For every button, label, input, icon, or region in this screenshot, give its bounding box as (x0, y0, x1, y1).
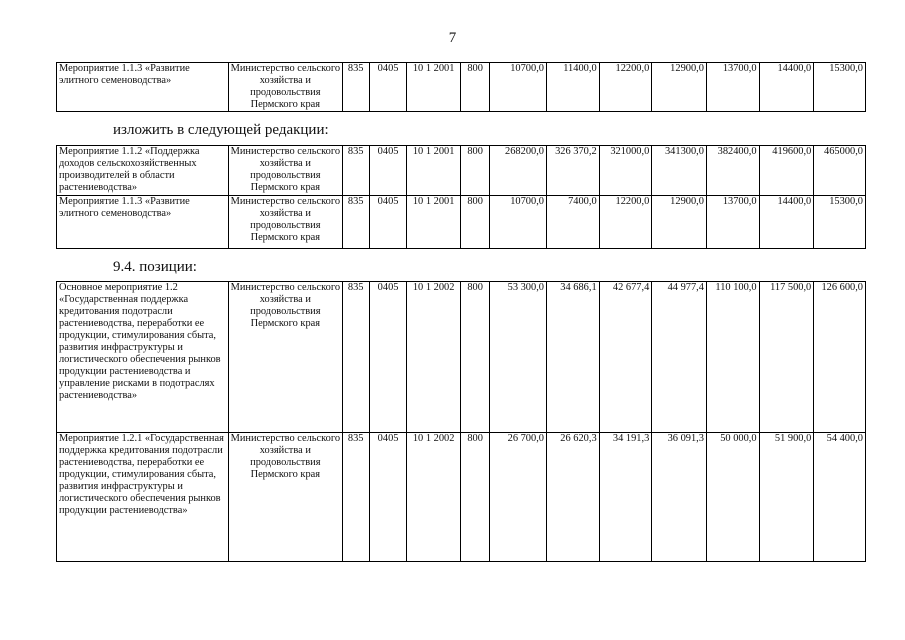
amount-cell: 42 677,4 (599, 282, 652, 433)
grbs-code: 835 (342, 63, 369, 112)
amount-cell: 53 300,0 (490, 282, 547, 433)
amount-cell: 15300,0 (814, 196, 866, 249)
amount-cell: 11400,0 (547, 63, 600, 112)
page-number: 7 (448, 30, 457, 46)
amount-cell: 268200,0 (490, 146, 547, 196)
amount-cell: 26 620,3 (547, 433, 600, 562)
amount-cell: 10700,0 (490, 63, 547, 112)
amount-cell: 419600,0 (759, 146, 814, 196)
amount-cell: 117 500,0 (759, 282, 814, 433)
expense-type-code: 800 (460, 282, 489, 433)
section-code: 0405 (369, 433, 406, 562)
table-row (57, 146, 866, 196)
amount-cell: 15300,0 (814, 63, 866, 112)
amount-cell: 13700,0 (706, 63, 759, 112)
amount-cell: 341300,0 (652, 146, 707, 196)
amount-cell: 12900,0 (652, 196, 707, 249)
section-heading: изложить в следующей редакции: (113, 122, 329, 138)
amount-cell: 44 977,4 (652, 282, 707, 433)
activity-name: Мероприятие 1.1.2 «Поддержка доходов сельскохозяйственных производителей в области растениеводства» (57, 146, 229, 196)
section-code: 0405 (369, 146, 406, 196)
amount-cell: 14400,0 (759, 63, 814, 112)
amount-cell: 36 091,3 (652, 433, 707, 562)
organization: Министерство сельского хозяйства и продовольствия Пермского края (230, 63, 341, 110)
amount-cell: 326 370,2 (547, 146, 600, 196)
amount-cell: 110 100,0 (706, 282, 759, 433)
organization: Министерство сельского хозяйства и продовольствия Пермского края (229, 282, 342, 433)
activity-name: Основное мероприятие 1.2 «Государственная поддержка кредитования подотрасли растениеводства, переработки ее продукции, стимулирования сбыта, развития инфраструктуры и логистического обеспечения рынков продукции растениеводства и управление рисками в подотраслях растениеводства» (57, 282, 229, 433)
amount-cell: 10700,0 (490, 196, 547, 249)
organization: Министерство сельского хозяйства и продовольствия Пермского края (229, 196, 342, 249)
table-positions (56, 281, 866, 562)
amount-cell: 12900,0 (652, 63, 707, 112)
amount-cell: 382400,0 (706, 146, 759, 196)
table-row (57, 63, 866, 112)
amount-cell: 321000,0 (599, 146, 652, 196)
section-code: 0405 (369, 63, 406, 112)
grbs-code: 835 (342, 433, 369, 562)
expense-type-code: 800 (460, 146, 489, 196)
amount-cell: 13700,0 (706, 196, 759, 249)
section-code: 0405 (369, 282, 406, 433)
grbs-code: 835 (342, 282, 369, 433)
table-row (57, 282, 866, 433)
amount-cell: 12200,0 (599, 63, 652, 112)
amount-cell: 50 000,0 (706, 433, 759, 562)
activity-name: Мероприятие 1.1.3 «Развитие элитного семеноводства» (57, 196, 229, 249)
table-row (57, 196, 866, 249)
amount-cell: 14400,0 (759, 196, 814, 249)
amount-cell: 465000,0 (814, 146, 866, 196)
target-code: 10 1 2001 (407, 146, 461, 196)
table-row (57, 433, 866, 562)
section-code: 0405 (369, 196, 406, 249)
table-original-row (56, 62, 866, 112)
activity-name: Мероприятие 1.2.1 «Государственная поддержка кредитования подотрасли растениеводства, переработки ее продукции, стимулирования сбыта, развития инфраструктуры и логистического обеспечения рынков продукции растениеводства» (57, 433, 229, 562)
grbs-code: 835 (342, 146, 369, 196)
section-heading: 9.4. позиции: (113, 259, 197, 275)
expense-type-code: 800 (460, 196, 489, 249)
organization: Министерство сельского хозяйства и продовольствия Пермского края (229, 433, 342, 562)
activity-name: Мероприятие 1.1.3 «Развитие элитного семеноводства» (57, 63, 229, 112)
expense-type-code: 800 (460, 63, 489, 112)
amount-cell: 12200,0 (599, 196, 652, 249)
amount-cell: 126 600,0 (814, 282, 866, 433)
amount-cell: 7400,0 (547, 196, 600, 249)
amount-cell: 54 400,0 (814, 433, 866, 562)
amount-cell: 34 686,1 (547, 282, 600, 433)
grbs-code: 835 (342, 196, 369, 249)
target-code: 10 1 2002 (407, 433, 461, 562)
target-code: 10 1 2001 (407, 196, 461, 249)
target-code: 10 1 2001 (407, 63, 461, 112)
amount-cell: 51 900,0 (759, 433, 814, 562)
table-new-edition (56, 145, 866, 249)
amount-cell: 34 191,3 (599, 433, 652, 562)
organization: Министерство сельского хозяйства и продовольствия Пермского края (229, 146, 342, 196)
expense-type-code: 800 (460, 433, 489, 562)
target-code: 10 1 2002 (407, 282, 461, 433)
amount-cell: 26 700,0 (490, 433, 547, 562)
